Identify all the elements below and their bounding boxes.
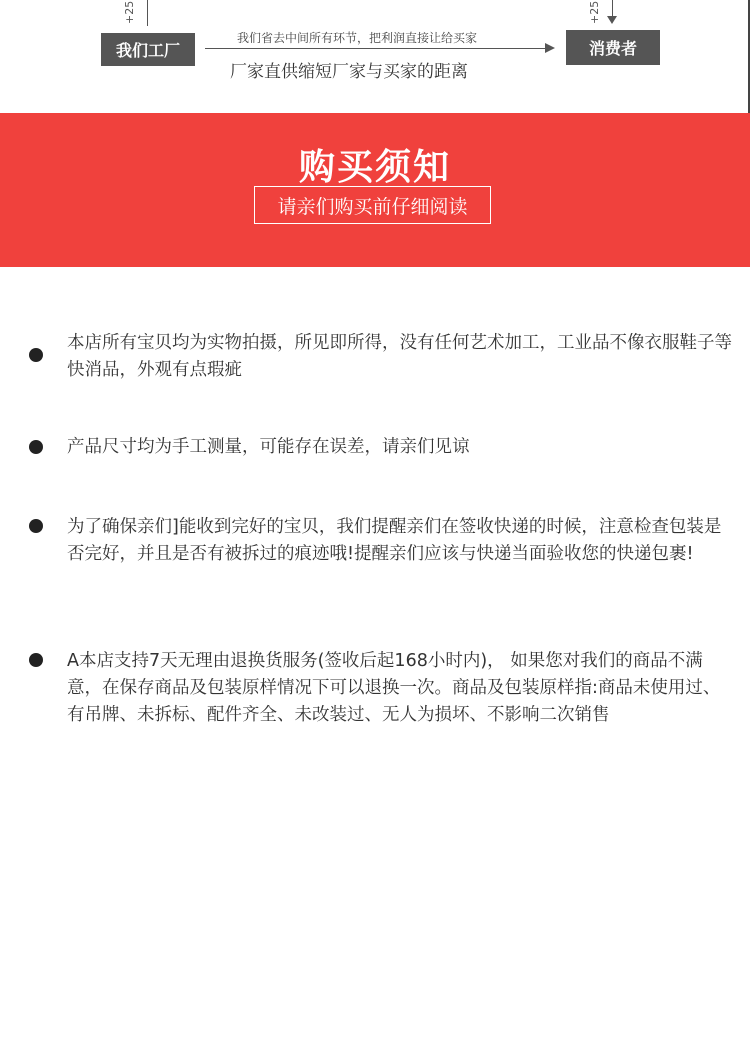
flow-big-caption: 厂家直供缩短厂家与买家的距离 xyxy=(230,62,468,82)
banner-title: 购买须知 xyxy=(298,147,451,188)
right-percent-label: +25 xyxy=(588,0,601,24)
flow-section xyxy=(0,0,750,113)
notice-text: 产品尺寸均为手工测量，可能存在误差，请亲们见谅 xyxy=(67,437,470,457)
purchase-notice-banner xyxy=(0,113,750,267)
factory-box: 我们工厂 xyxy=(101,33,195,66)
flow-arrow-head-icon xyxy=(545,43,555,53)
left-connector-line xyxy=(147,0,148,26)
flow-small-caption: 我们省去中间所有环节，把利润直接让给买家 xyxy=(237,31,478,45)
notice-text: 为了确保亲们]能收到完好的宝贝，我们提醒亲们在签收快递的时候，注意检查包装是否完好，并且是否有被拆过的痕迹哦!提醒亲们应该与快递当面验收您的快递包裹! xyxy=(67,517,722,564)
bullet-dot-icon xyxy=(29,440,43,454)
right-connector-line xyxy=(612,0,613,16)
bullet-dot-icon xyxy=(29,348,43,362)
notice-text: 本店所有宝贝均为实物拍摄，所见即所得，没有任何艺术加工，工业品不像衣服鞋子等快消品，外观有点瑕疵 xyxy=(67,333,732,380)
left-percent-label: +25 xyxy=(123,0,136,24)
bullet-dot-icon xyxy=(29,653,43,667)
notice-text: A本店支持7天无理由退换货服务(签收后起168小时内)， 如果您对我们的商品不满意，在保存商品及包装原样情况下可以退换一次。商品及包装原样指:商品未使用过、有吊牌、未拆标、配件齐全、未改装过、无人为损坏、不影响二次销售 xyxy=(67,651,721,725)
bullet-dot-icon xyxy=(29,519,43,533)
banner-subtitle: 请亲们购买前仔细阅读 xyxy=(254,186,491,224)
right-down-arrow-icon xyxy=(607,16,617,24)
flow-arrow-line xyxy=(205,48,545,49)
consumer-box: 消费者 xyxy=(566,30,660,65)
